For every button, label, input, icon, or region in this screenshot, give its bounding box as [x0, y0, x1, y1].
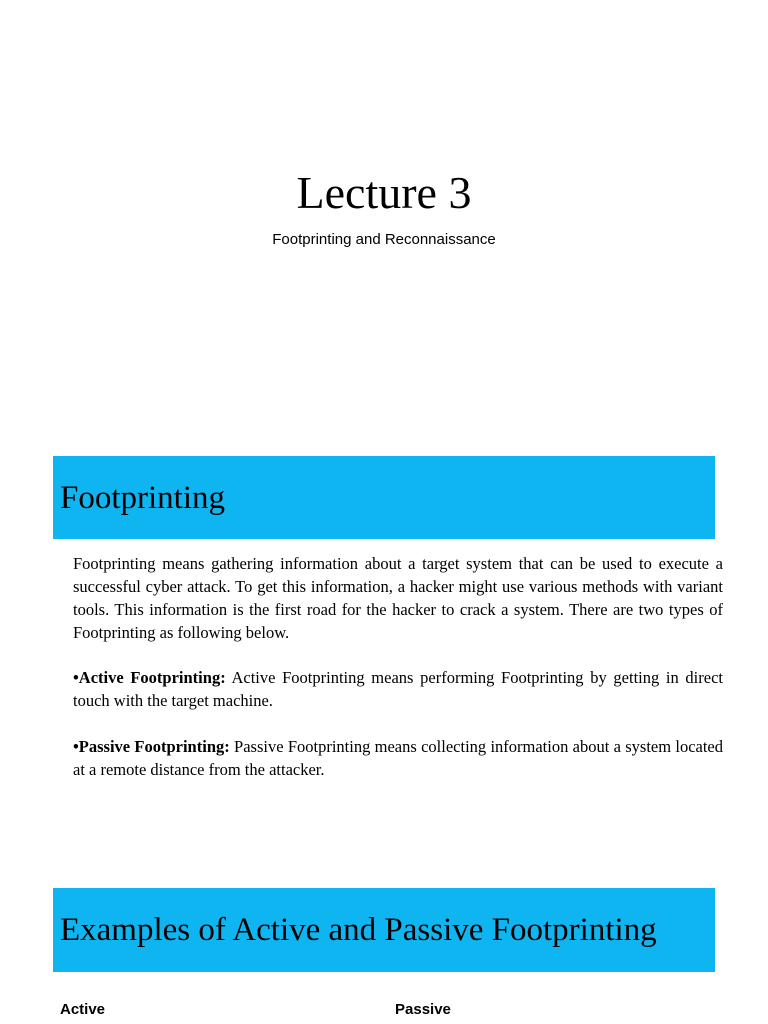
active-footprinting-label: •Active Footprinting:: [73, 668, 226, 687]
active-column-header: Active: [60, 1001, 106, 1018]
passive-footprinting-text: Passive Footprinting means collecting information about a system located at a remote distance from the attacker.: [73, 737, 723, 779]
footprinting-heading: Footprinting: [60, 480, 226, 516]
lecture-title: Lecture 3: [296, 167, 472, 218]
passive-footprinting-paragraph: [73, 735, 723, 781]
examples-heading: Examples of Active and Passive Footprinting: [60, 912, 657, 948]
examples-heading-banner: [53, 888, 715, 972]
active-footprinting-paragraph: [73, 666, 723, 712]
lecture-subtitle: Footprinting and Reconnaissance: [272, 231, 496, 248]
passive-column-header: Passive: [395, 1001, 451, 1018]
active-footprinting-text: Active Footprinting means performing Footprinting by getting in direct touch with the target machine.: [73, 668, 723, 710]
footprinting-intro-paragraph: Footprinting means gathering information about a target system that can be used to execute a successful cyber attack. To get this information, a hacker might use various methods with variant tools. This information is the first road for the hacker to crack a system. There are two types of Footprinting as following below.: [73, 554, 723, 642]
passive-footprinting-label: •Passive Footprinting:: [73, 737, 230, 756]
footprinting-heading-banner: [53, 456, 715, 539]
